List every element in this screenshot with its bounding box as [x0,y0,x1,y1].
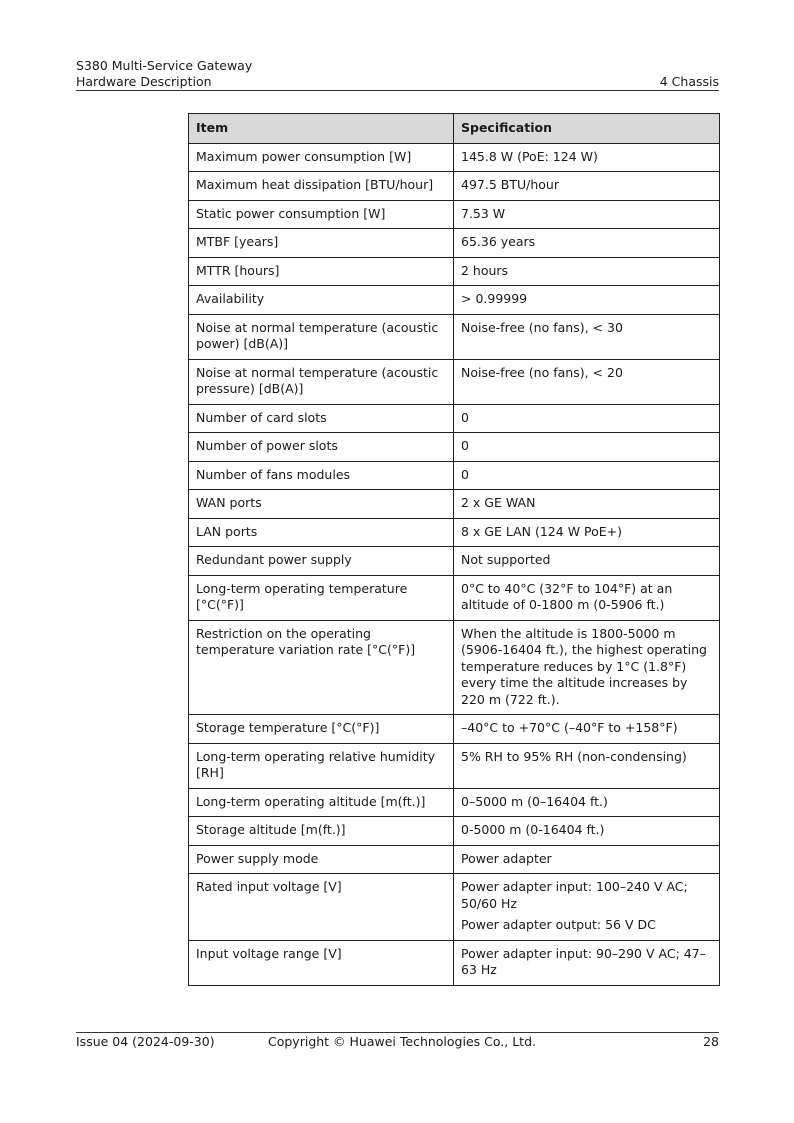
footer-divider [76,1032,719,1033]
specification-cell [454,461,720,490]
specification-text: 2 x GE WAN [461,495,536,510]
table-row [189,143,720,172]
specification-text: 0°C to 40°C (32°F to 104°F) at an altitude of 0-1800 m (0-5906 ft.) [461,580,673,612]
document-title: Hardware Description [76,74,212,89]
specification-text: 0 [461,409,469,425]
specification-text: 8 x GE LAN (124 W PoE+) [461,523,623,539]
table-row [189,940,720,985]
item-cell: MTBF [years] [189,229,454,258]
table-header-row [189,114,720,144]
specification-cell [454,433,720,462]
table-row [189,286,720,315]
specification-cell [454,940,720,985]
issue-date: Issue 04 (2024-09-30) [76,1034,215,1049]
item-cell: LAN ports [189,518,454,547]
specification-cell [454,286,720,315]
item-cell: Number of fans modules [189,461,454,490]
specification-cell [454,575,720,620]
specification-cell [454,200,720,229]
item-cell: Long-term operating relative humidity [RH] [189,743,454,788]
specification-text: Power adapter input: 100–240 V AC; 50/60 Hz [461,879,688,911]
specification-text: 0–5000 m (0–16404 ft.) [461,793,608,809]
item-cell: Storage altitude [m(ft.)] [189,817,454,846]
specification-cell [454,817,720,846]
specification-cell [454,743,720,788]
table-row [189,200,720,229]
specification-cell [454,620,720,715]
specification-cell [454,518,720,547]
header-divider [76,90,719,91]
specification-cell [454,172,720,201]
specification-cell [454,404,720,433]
specification-cell [454,715,720,744]
specification-text: 5% RH to 95% RH (non-condensing) [461,748,687,764]
item-cell: Rated input voltage [V] [189,874,454,941]
table-row [189,359,720,404]
specification-table [188,113,720,986]
table-row [189,461,720,490]
table-row [189,817,720,846]
specification-cell [454,229,720,258]
specification-cell [454,490,720,519]
specification-text: Noise-free (no fans), < 20 [461,364,623,380]
specification-text: Noise-free (no fans), < 30 [461,319,623,335]
item-cell: Storage temperature [°C(°F)] [189,715,454,744]
specification-text: Not supported [461,552,551,567]
chapter-title: 4 Chassis [659,74,719,89]
specification-text: Power adapter output: 56 V DC [461,917,656,932]
table-body [189,143,720,985]
item-cell: Static power consumption [W] [189,200,454,229]
specification-cell [454,547,720,576]
item-cell: Noise at normal temperature (acoustic power) [dB(A)] [189,314,454,359]
table-row [189,433,720,462]
specification-text: 0 [461,438,469,453]
page-header [76,58,719,90]
specification-text: 2 hours [461,262,509,278]
specification-cell [454,143,720,172]
specification-text: 7.53 W [461,205,506,221]
product-name: S380 Multi-Service Gateway [76,58,253,73]
table-row [189,257,720,286]
specification-cell [454,314,720,359]
table-row [189,575,720,620]
item-cell: Maximum power consumption [W] [189,143,454,172]
table-row [189,620,720,715]
specification-text: 0-5000 m (0-16404 ft.) [461,822,605,837]
specification-text: When the altitude is 1800-5000 m (5906-16404 ft.), the highest operating temperature reduces by 1°C (1.8°F) every time the altitude increases by 220 m (722 ft.). [461,625,707,707]
table-row [189,229,720,258]
specification-text: Power adapter [461,850,552,866]
specification-cell [454,874,720,941]
item-cell: Redundant power supply [189,547,454,576]
item-cell: Power supply mode [189,845,454,874]
item-cell: Long-term operating temperature [°C(°F)] [189,575,454,620]
specification-cell [454,257,720,286]
table-row [189,404,720,433]
page-number: 28 [703,1034,719,1049]
item-cell: Availability [189,286,454,315]
table-row [189,518,720,547]
specification-text: 0 [461,466,469,482]
specification-cell [454,788,720,817]
table-row [189,490,720,519]
item-cell: Long-term operating altitude [m(ft.)] [189,788,454,817]
item-cell: Maximum heat dissipation [BTU/hour] [189,172,454,201]
table-row [189,547,720,576]
table-row [189,314,720,359]
specification-cell [454,359,720,404]
table-row [189,788,720,817]
item-cell: MTTR [hours] [189,257,454,286]
table-row [189,172,720,201]
specification-text: –40°C to +70°C (–40°F to +158°F) [461,720,678,735]
specification-text: 145.8 W (PoE: 124 W) [461,148,598,164]
specification-text: 65.36 years [461,234,536,249]
item-cell: Input voltage range [V] [189,940,454,985]
item-cell: Noise at normal temperature (acoustic pressure) [dB(A)] [189,359,454,404]
item-cell: WAN ports [189,490,454,519]
item-cell: Number of power slots [189,433,454,462]
table-row [189,874,720,941]
table-row [189,845,720,874]
specification-cell [454,845,720,874]
item-cell: Restriction on the operating temperature variation rate [°C(°F)] [189,620,454,715]
specification-text: > 0.99999 [461,291,528,306]
table-row [189,715,720,744]
item-cell: Number of card slots [189,404,454,433]
column-header-item: Item [189,114,454,144]
column-header-specification: Specification [454,114,720,144]
table-row [189,743,720,788]
copyright-notice: Copyright © Huawei Technologies Co., Ltd. [268,1034,536,1049]
specification-text: Power adapter input: 90–290 V AC; 47–63 Hz [461,945,706,977]
specification-text: 497.5 BTU/hour [461,177,559,192]
